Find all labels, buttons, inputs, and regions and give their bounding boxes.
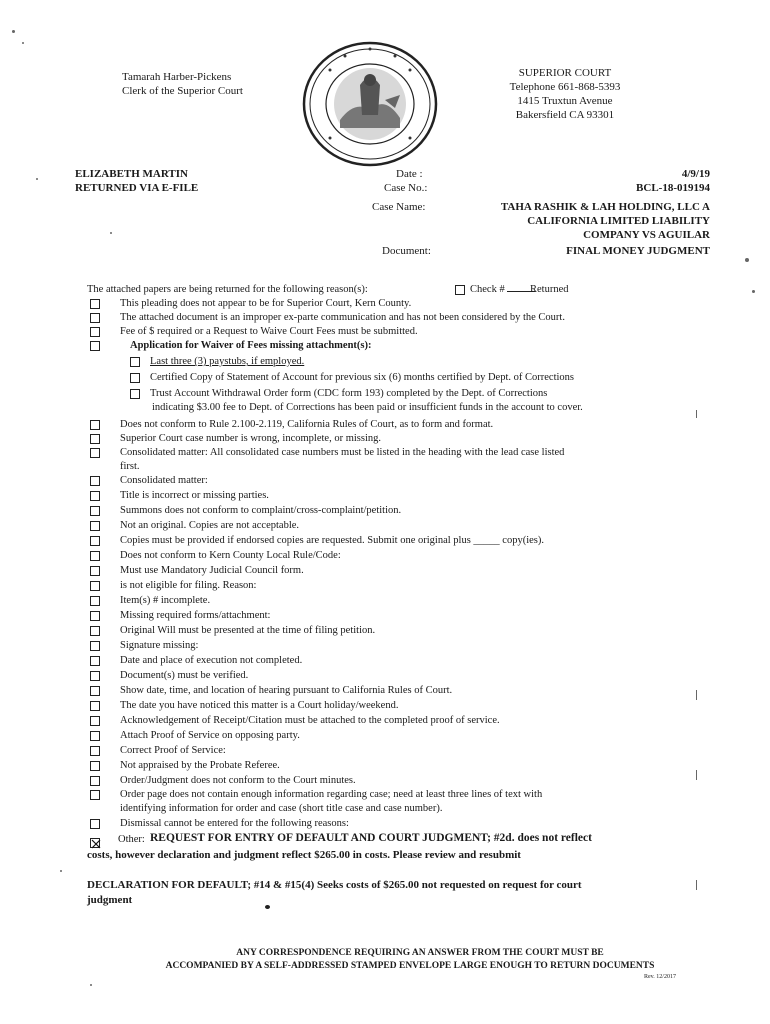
court-street: 1415 Truxtun Avenue [517, 95, 613, 107]
reason-text: Summons does not conform to complaint/cross-complaint/petition. [120, 505, 402, 516]
case-name-line2: CALIFORNIA LIMITED LIABILITY [527, 215, 710, 227]
other-line3: DECLARATION FOR DEFAULT; #14 & #15(4) Seeks costs of $265.00 not requested on request for court [87, 879, 582, 891]
reason-checkbox[interactable] [90, 656, 100, 666]
reason-text: Acknowledgement of Receipt/Citation must be attached to the completed proof of service. [120, 715, 500, 726]
reason-checkbox[interactable] [90, 506, 100, 516]
reason-checkbox[interactable] [90, 746, 100, 756]
reason-text: Attach Proof of Service on opposing party. [120, 730, 300, 741]
court-name: SUPERIOR COURT [518, 67, 612, 79]
reason-checkbox[interactable] [90, 327, 100, 337]
check-checkbox[interactable] [455, 285, 465, 295]
reason-text: Date and place of execution not completed. [120, 655, 303, 666]
reason-checkbox[interactable] [90, 420, 100, 430]
waiver-sub-continuation: indicating $3.00 fee to Dept. of Corrections has been paid or insufficient funds in the account to cover. [152, 402, 583, 413]
reason-text: Item(s) # incomplete. [120, 595, 211, 606]
reason-checkbox[interactable] [90, 536, 100, 546]
reason-checkbox[interactable] [90, 701, 100, 711]
court-phone: Telephone 661-868-5393 [509, 81, 621, 93]
returned-label: Returned [530, 284, 569, 295]
check-label: Check # [470, 284, 535, 295]
reason-checkbox[interactable] [90, 521, 100, 531]
reason-text: Does not conform to Kern County Local Rule/Code: [120, 550, 341, 561]
reason-text: Show date, time, and location of hearing pursuant to California Rules of Court. [120, 685, 453, 696]
case-no-value: BCL-18-019194 [636, 182, 710, 194]
reason-checkbox[interactable] [90, 491, 100, 501]
reason-checkbox[interactable] [90, 790, 100, 800]
reason-checkbox[interactable] [90, 476, 100, 486]
clerk-name: Tamarah Harber-Pickens [122, 71, 232, 83]
revision-date: Rev. 12/2017 [644, 974, 676, 980]
return-method: RETURNED VIA E-FILE [75, 182, 199, 194]
reason-checkbox[interactable] [90, 313, 100, 323]
reason-checkbox[interactable] [90, 716, 100, 726]
reason-text: Title is incorrect or missing parties. [120, 490, 269, 501]
reason-checkbox[interactable] [90, 596, 100, 606]
footer-line1: ANY CORRESPONDENCE REQUIRING AN ANSWER FROM THE COURT MUST BE [236, 948, 604, 958]
other-label: Other: [118, 834, 145, 845]
reason-text: Copies must be provided if endorsed copies are requested. Submit one original plus _____ copy(ies). [120, 535, 544, 546]
document-label: Document: [382, 245, 431, 257]
reason-text: Must use Mandatory Judicial Council form. [120, 565, 304, 576]
court-city: Bakersfield CA 93301 [515, 109, 615, 121]
reason-checkbox[interactable] [90, 626, 100, 636]
court-seal [300, 40, 440, 168]
reason-checkbox[interactable] [90, 819, 100, 829]
reason-checkbox[interactable] [90, 731, 100, 741]
case-name-line3: COMPANY VS AGUILAR [583, 229, 710, 241]
order-page-continuation: identifying information for order and case (short title case and case number). [120, 803, 443, 814]
reason-text: Consolidated matter: [120, 475, 208, 486]
reason-text: Signature missing: [120, 640, 199, 651]
reason-text: Not appraised by the Probate Referee. [120, 760, 280, 771]
other-checkbox[interactable] [90, 838, 100, 848]
case-name-line1: TAHA RASHIK & LAH HOLDING, LLC A [500, 201, 710, 213]
reason-text: Missing required forms/attachment: [120, 610, 271, 621]
other-line1: REQUEST FOR ENTRY OF DEFAULT AND COURT JUDGMENT; #2d. does not reflect [150, 832, 592, 844]
reason-checkbox[interactable] [90, 761, 100, 771]
reason-checkbox[interactable] [90, 671, 100, 681]
reason-text: Original Will must be presented at the time of filing petition. [120, 625, 376, 636]
reason-text: Does not conform to Rule 2.100-2.119, California Rules of Court, as to form and format. [120, 419, 494, 430]
reason-text: Dismissal cannot be entered for the following reasons: [120, 818, 349, 829]
checked-x-icon [91, 839, 101, 849]
reason-text: Order page does not contain enough information regarding case; need at least three lines of text with [120, 789, 543, 800]
reason-checkbox[interactable] [90, 434, 100, 444]
reason-checkbox[interactable] [90, 299, 100, 309]
addressee-name: ELIZABETH MARTIN [75, 168, 188, 180]
date-value: 4/9/19 [681, 168, 710, 180]
waiver-sub-checkbox[interactable] [130, 357, 140, 367]
other-line4: judgment [87, 894, 133, 906]
reason-checkbox[interactable] [90, 611, 100, 621]
reason-text: Document(s) must be verified. [120, 670, 249, 681]
reason-text: Order/Judgment does not conform to the Court minutes. [120, 775, 356, 786]
footer-line2: ACCOMPANIED BY A SELF-ADDRESSED STAMPED ENVELOPE LARGE ENOUGH TO RETURN DOCUMENTS [165, 961, 655, 971]
reason-text: The date you have noticed this matter is a Court holiday/weekend. [120, 700, 399, 711]
reason-checkbox[interactable] [90, 641, 100, 651]
date-label: Date : [396, 168, 423, 180]
reason-text: Consolidated matter: All consolidated case numbers must be listed in the heading with the lead case listed [120, 447, 565, 458]
reason-checkbox[interactable] [90, 551, 100, 561]
reason-text: Correct Proof of Service: [120, 745, 226, 756]
consolidated-continuation: first. [120, 461, 140, 472]
document-value: FINAL MONEY JUDGMENT [566, 245, 710, 257]
intro-text: The attached papers are being returned for the following reason(s): [87, 284, 368, 295]
case-name-label: Case Name: [372, 201, 426, 213]
reason-text: Superior Court case number is wrong, incomplete, or missing. [120, 433, 381, 444]
waiver-sub-checkbox[interactable] [130, 373, 140, 383]
reason-checkbox[interactable] [90, 581, 100, 591]
case-no-label: Case No.: [384, 182, 428, 194]
reason-checkbox[interactable] [90, 566, 100, 576]
clerk-title: Clerk of the Superior Court [122, 85, 243, 97]
reason-checkbox[interactable] [90, 448, 100, 458]
other-line2: costs, however declaration and judgment reflect $265.00 in costs. Please review and resubmit [87, 849, 521, 861]
reason-checkbox[interactable] [90, 776, 100, 786]
reason-checkbox[interactable] [90, 341, 100, 351]
waiver-sub-checkbox[interactable] [130, 389, 140, 399]
reason-checkbox[interactable] [90, 686, 100, 696]
reason-text: Not an original. Copies are not acceptable. [120, 520, 300, 531]
reason-text: is not eligible for filing. Reason: [120, 580, 257, 591]
